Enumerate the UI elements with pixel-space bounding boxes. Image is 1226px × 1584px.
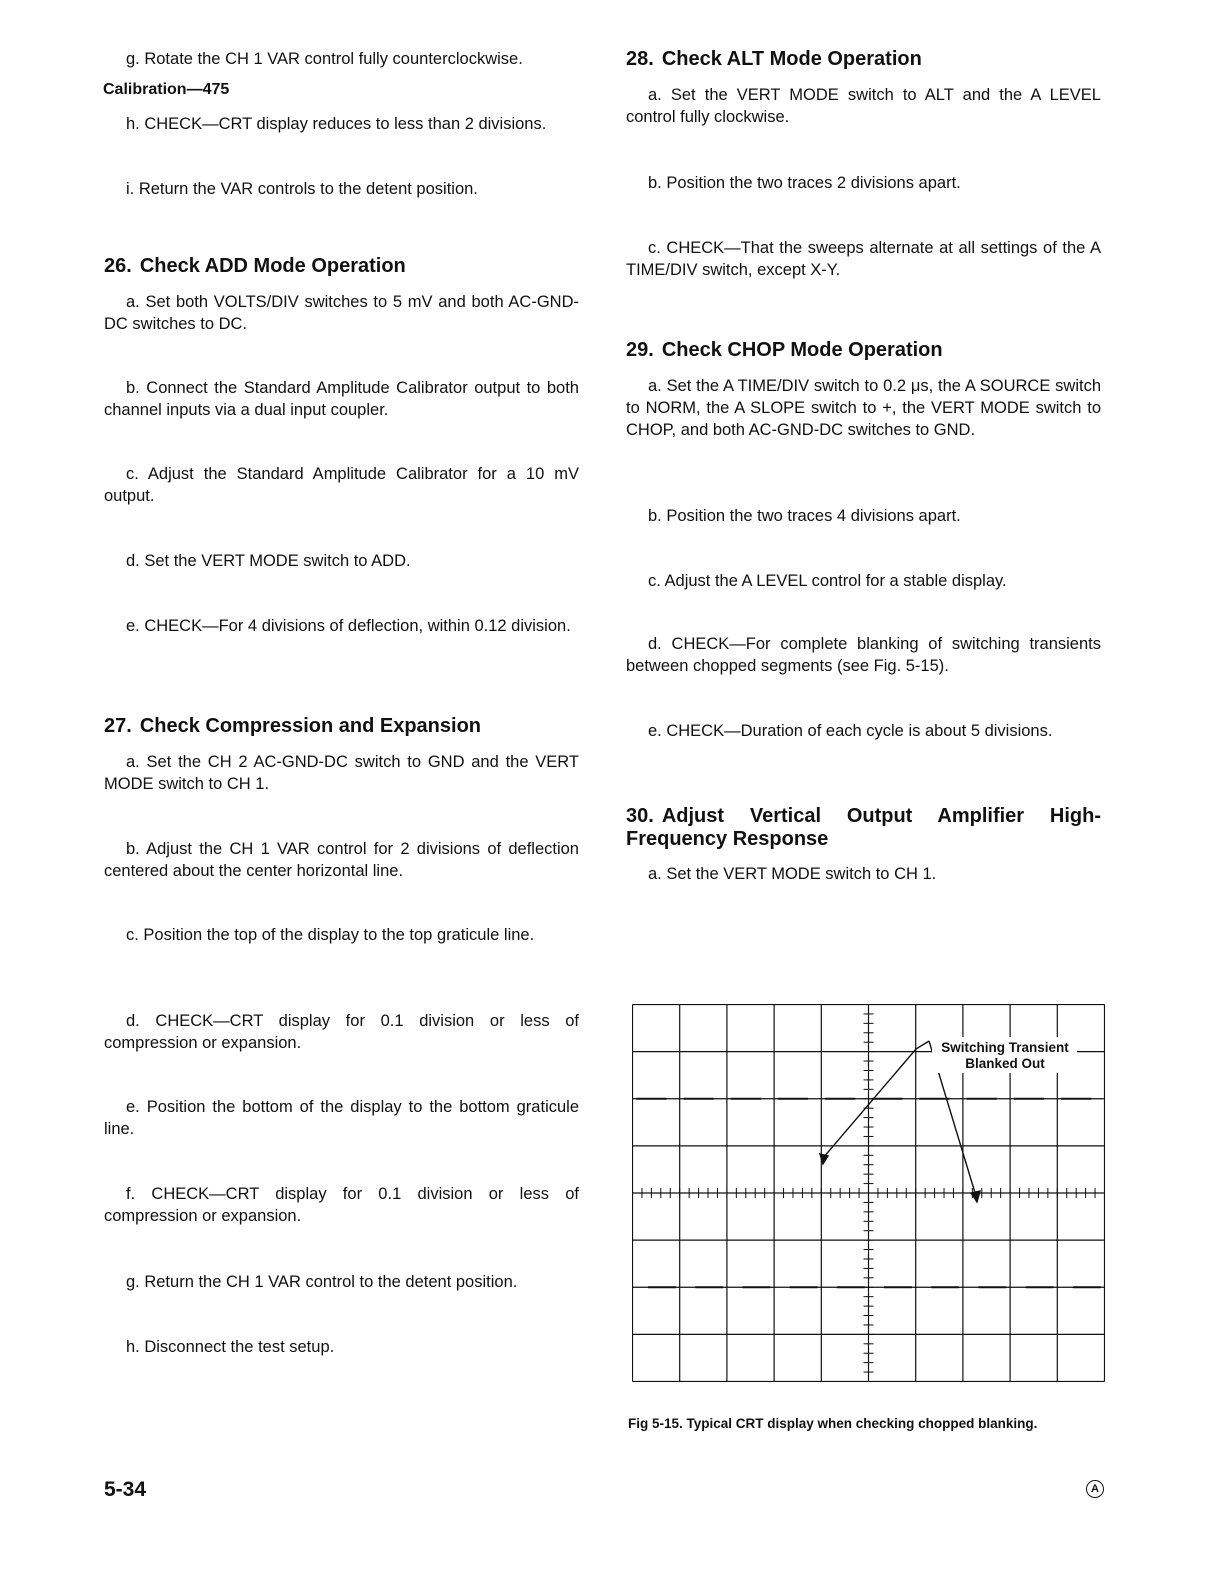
heading-28-title: Check ALT Mode Operation [661, 48, 922, 70]
revision-mark-icon: A [1086, 1480, 1104, 1498]
crt-graticule [632, 1004, 1105, 1382]
step-25h: h. CHECK—CRT display reduces to less than 2 divisions. [126, 115, 547, 133]
step-26b: b. Connect the Standard Amplitude Calibrator output to both channel inputs via a dual input coupler. [104, 379, 579, 419]
label-line-1: Switching Transient [941, 1040, 1069, 1055]
heading-26-title: Check ADD Mode Operation [139, 255, 406, 277]
step-26e: e. CHECK—For 4 divisions of deflection, within 0.12 division. [126, 617, 571, 635]
step-25i: i. Return the VAR controls to the detent position. [126, 180, 478, 198]
step-29b: b. Position the two traces 4 divisions apart. [648, 507, 961, 525]
step-26a: a. Set both VOLTS/DIV switches to 5 mV and both AC-GND-DC switches to DC. [104, 293, 579, 333]
step-26d: d. Set the VERT MODE switch to ADD. [126, 552, 411, 570]
label-line-2: Blanked Out [965, 1056, 1045, 1071]
arrow-line-left [823, 1049, 916, 1158]
heading-28-number: 28. [626, 48, 654, 70]
step-27h: h. Disconnect the test setup. [126, 1338, 335, 1356]
heading-27 [104, 715, 579, 738]
heading-26-number: 26. [104, 255, 132, 277]
step-26c: c. Adjust the Standard Amplitude Calibrator for a 10 mV output. [104, 465, 579, 505]
step-27b: b. Adjust the CH 1 VAR control for 2 divisions of deflection centered about the center horizontal line. [104, 840, 579, 880]
step-27c: c. Position the top of the display to the top graticule line. [126, 926, 535, 944]
step-25g: g. Rotate the CH 1 VAR control fully counterclockwise. [126, 50, 523, 68]
heading-29-number: 29. [626, 339, 654, 361]
heading-30-number: 30. [626, 805, 654, 827]
step-27g: g. Return the CH 1 VAR control to the detent position. [126, 1273, 518, 1291]
step-28b: b. Position the two traces 2 divisions apart. [648, 174, 961, 192]
heading-28 [626, 48, 1101, 71]
step-29d: d. CHECK—For complete blanking of switching transients between chopped segments (see Fig. 5-15). [626, 635, 1101, 675]
step-30a: a. Set the VERT MODE switch to CH 1. [648, 865, 937, 883]
step-28c: c. CHECK—That the sweeps alternate at all settings of the A TIME/DIV switch, except X-Y. [626, 239, 1101, 279]
heading-30 [626, 805, 1101, 851]
page-number: 5-34 [104, 1478, 147, 1501]
step-27f: f. CHECK—CRT display for 0.1 division or less of compression or expansion. [104, 1185, 579, 1225]
heading-29 [626, 339, 1101, 362]
step-27e: e. Position the bottom of the display to the bottom graticule line. [104, 1098, 579, 1138]
running-header: Calibration—475 [103, 81, 230, 98]
step-29e: e. CHECK—Duration of each cycle is about 5 divisions. [648, 722, 1053, 740]
heading-27-title: Check Compression and Expansion [139, 715, 482, 737]
step-29c: c. Adjust the A LEVEL control for a stable display. [648, 572, 1007, 590]
step-27d: d. CHECK—CRT display for 0.1 division or less of compression or expansion. [104, 1012, 579, 1052]
heading-29-title: Check CHOP Mode Operation [661, 339, 943, 361]
figure-caption: Fig 5-15. Typical CRT display when checking chopped blanking. [628, 1416, 1038, 1431]
step-28a: a. Set the VERT MODE switch to ALT and the A LEVEL control fully clockwise. [626, 86, 1101, 126]
arrow-junction [916, 1041, 929, 1049]
figure-5-15 [632, 1004, 1105, 1382]
step-29a: a. Set the A TIME/DIV switch to 0.2 μs, the A SOURCE switch to NORM, the A SLOPE switch to +, the VERT MODE switch to CHOP, and both AC-GND-DC switches to GND. [626, 377, 1101, 439]
step-27a: a. Set the CH 2 AC-GND-DC switch to GND and the VERT MODE switch to CH 1. [104, 753, 579, 793]
heading-27-number: 27. [104, 715, 132, 737]
heading-30-title: Adjust Vertical Output Amplifier High-Frequency Response [626, 805, 1101, 850]
heading-26 [104, 255, 579, 278]
